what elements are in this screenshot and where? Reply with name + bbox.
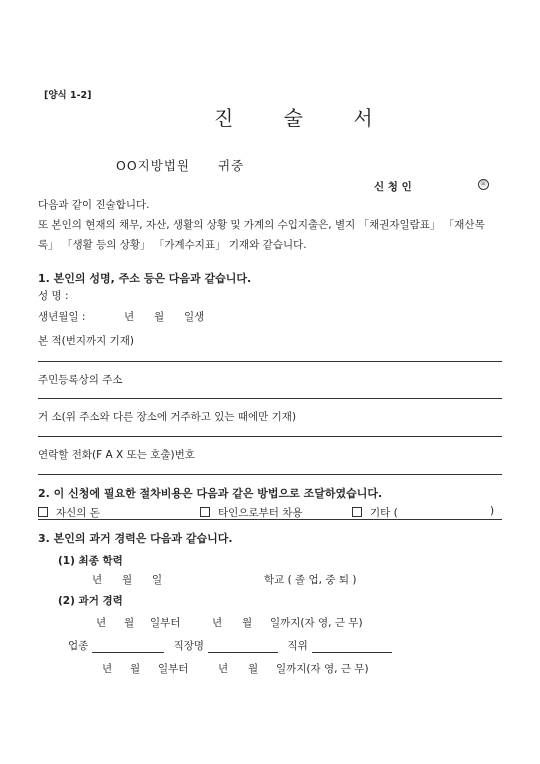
career2-year2: 년 bbox=[218, 663, 229, 675]
career2-from: 일부터 bbox=[158, 663, 189, 675]
option-other-close: ) bbox=[490, 505, 495, 517]
seal-icon: ㊞ bbox=[478, 179, 489, 190]
edu-school-label: 학교 ( 졸 업, 중 퇴 ) bbox=[264, 574, 357, 586]
intro-line-2: 또 본인의 현재의 채무, 자산, 생활의 상황 및 가계의 수입지출은, 별지 「채권자일람표」 「재산목 bbox=[38, 219, 485, 231]
career-subheading: (2) 과거 경력 bbox=[58, 595, 123, 607]
phone-line bbox=[38, 474, 502, 475]
section2-line bbox=[38, 519, 502, 520]
option-other-label: 기타 ( bbox=[370, 507, 398, 519]
section2-heading: 2. 이 신청에 필요한 절차비용은 다음과 같은 방법으로 조달하였습니다. bbox=[38, 487, 383, 500]
workplace-field[interactable] bbox=[208, 641, 278, 653]
career2-year1: 년 bbox=[102, 663, 113, 675]
birth-month-unit: 월 bbox=[154, 311, 165, 323]
document-title: 진 술 서 bbox=[214, 106, 395, 130]
job-label: 업종 bbox=[68, 640, 89, 652]
section3-heading: 3. 본인의 과거 경력은 다음과 같습니다. bbox=[38, 532, 233, 545]
residence-label: 거 소(위 주소와 다른 장소에 거주하고 있는 때에만 기재) bbox=[38, 411, 297, 423]
career1-from: 일부터 bbox=[150, 617, 181, 629]
form-tag: [양식 1-2] bbox=[44, 90, 92, 101]
edu-month-unit: 월 bbox=[122, 574, 133, 586]
career-details-row bbox=[68, 638, 392, 653]
name-label: 성 명 : bbox=[38, 290, 69, 302]
option-own-money-label: 자신의 돈 bbox=[56, 507, 100, 519]
edu-year-unit: 년 bbox=[92, 574, 103, 586]
intro-line-1: 다음과 같이 진술합니다. bbox=[38, 199, 150, 211]
education-subheading: (1) 최종 학력 bbox=[58, 555, 123, 567]
career1-month1: 월 bbox=[124, 617, 135, 629]
option-borrowed[interactable] bbox=[200, 505, 302, 520]
career1-year1: 년 bbox=[96, 617, 107, 629]
career1-to: 일까지(자 영, 근 무) bbox=[270, 617, 363, 629]
section1-heading: 1. 본인의 성명, 주소 등은 다음과 같습니다. bbox=[38, 272, 252, 285]
checkbox-icon[interactable] bbox=[38, 507, 48, 517]
birth-day-unit: 일생 bbox=[184, 311, 205, 323]
court-name: OO지방법원 bbox=[116, 158, 190, 173]
career2-to: 일까지(자 영, 근 무) bbox=[276, 663, 369, 675]
address-label: 주민등록상의 주소 bbox=[38, 374, 123, 386]
option-borrowed-label: 타인으로부터 차용 bbox=[218, 507, 303, 519]
position-label: 직위 bbox=[287, 640, 308, 652]
job-field[interactable] bbox=[92, 641, 164, 653]
residence-line bbox=[38, 436, 502, 437]
checkbox-icon[interactable] bbox=[352, 507, 362, 517]
career2-month1: 월 bbox=[130, 663, 141, 675]
intro-line-3: 록」 「생활 등의 상황」 「가계수지표」 기재와 같습니다. bbox=[38, 239, 307, 251]
career1-month2: 월 bbox=[242, 617, 253, 629]
address-line bbox=[38, 398, 502, 399]
position-field[interactable] bbox=[312, 641, 392, 653]
option-other[interactable] bbox=[352, 505, 398, 520]
birth-label: 생년월일 : bbox=[38, 311, 86, 323]
workplace-label: 직장명 bbox=[173, 640, 205, 652]
career2-month2: 월 bbox=[248, 663, 259, 675]
court-suffix: 귀중 bbox=[218, 158, 245, 173]
phone-label: 연락할 전화(F A X 또는 호출)번호 bbox=[38, 449, 195, 461]
checkbox-icon[interactable] bbox=[200, 507, 210, 517]
career1-year2: 년 bbox=[212, 617, 223, 629]
option-own-money[interactable] bbox=[38, 505, 100, 520]
domicile-line bbox=[38, 361, 502, 362]
applicant-label: 신 청 인 bbox=[374, 181, 412, 193]
birth-year-unit: 년 bbox=[124, 311, 135, 323]
edu-day-unit: 일 bbox=[152, 574, 163, 586]
seal-mark bbox=[478, 177, 489, 190]
domicile-label: 본 적(번지까지 기재) bbox=[38, 335, 135, 347]
